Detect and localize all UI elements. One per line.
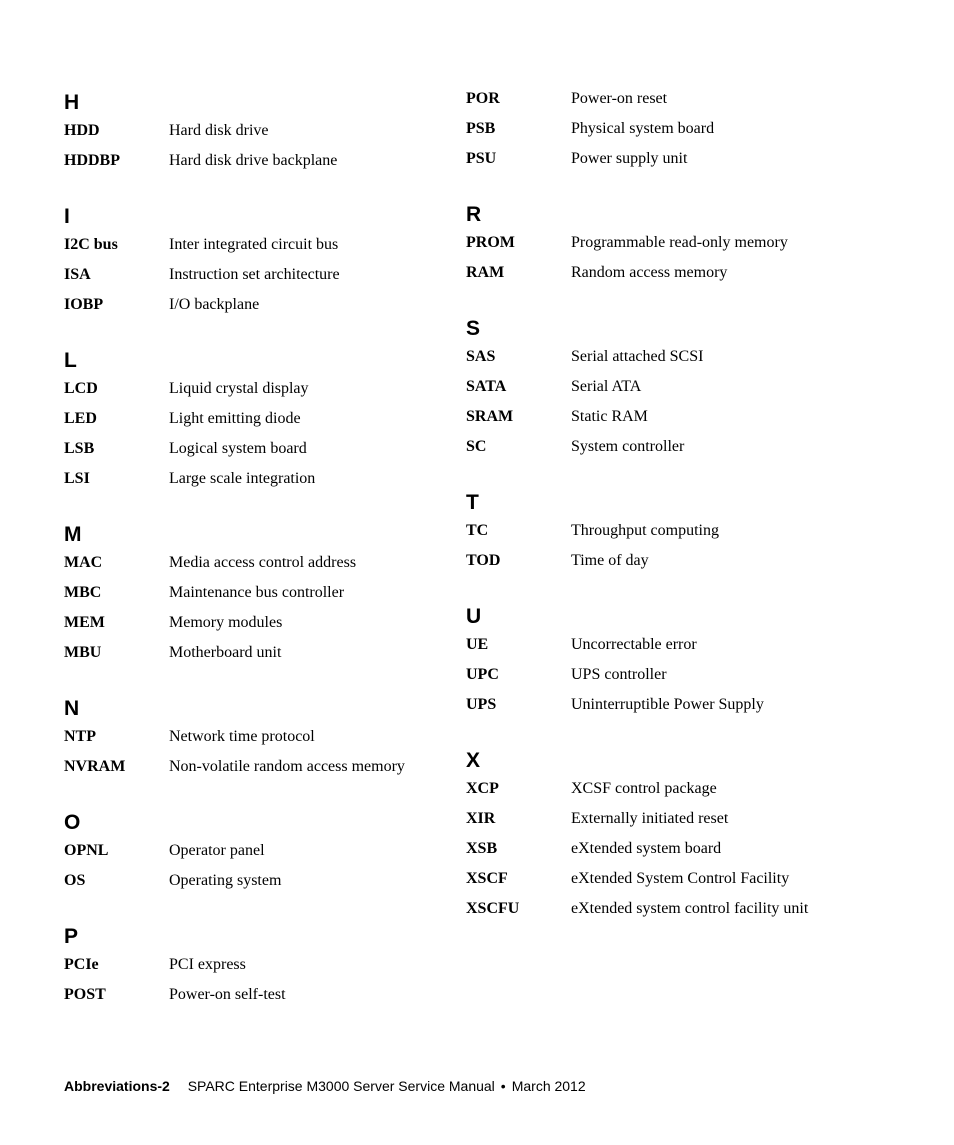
left-column [64,84,444,1032]
abbreviation-definition: Hard disk drive [169,122,269,139]
entry-list [466,630,836,720]
glossary-entry [64,752,444,782]
abbreviation-term: OPNL [64,842,109,859]
entry-list [64,722,444,782]
glossary-entry [64,230,444,260]
section-letter-heading: P [64,925,79,948]
abbreviation-definition: eXtended system board [571,840,722,857]
glossary-entry [466,774,836,804]
abbreviation-term: I2C bus [64,236,118,253]
letter-section [64,918,444,1010]
abbreviation-term: OS [64,872,86,889]
abbreviation-term: POR [466,90,500,107]
entry-list [64,950,444,1010]
glossary-entry [64,578,444,608]
glossary-entry [466,804,836,834]
letter-section [64,516,444,668]
abbreviation-term: MBC [64,584,102,601]
letter-section [64,804,444,896]
section-letter-heading: R [466,203,482,226]
glossary-entry [466,144,836,174]
section-letter-heading: X [466,749,481,772]
footer-bullet: • [500,1078,506,1094]
entry-list [466,342,836,462]
entry-list [64,548,444,668]
abbreviation-term: PCIe [64,956,99,973]
glossary-entry [466,630,836,660]
section-letter-heading: T [466,491,479,514]
glossary-entry [64,548,444,578]
glossary-entry [64,434,444,464]
abbreviation-definition: Throughput computing [571,522,719,539]
abbreviation-definition: Large scale integration [169,470,316,487]
abbreviation-definition: Uninterruptible Power Supply [571,696,764,713]
letter-section [466,742,836,924]
abbreviation-term: XSB [466,840,498,857]
abbreviation-term: NTP [64,728,96,745]
abbreviation-definition: Operator panel [169,842,265,859]
abbreviation-definition: Inter integrated circuit bus [169,236,339,253]
abbreviation-term: MBU [64,644,102,661]
glossary-entry [64,836,444,866]
letter-section [466,310,836,462]
glossary-entry [64,638,444,668]
section-letter-heading: S [466,317,481,340]
abbreviation-term: LSB [64,440,95,457]
abbreviation-definition: Memory modules [169,614,283,631]
glossary-entry [466,402,836,432]
letter-section [466,196,836,288]
letter-section [466,484,836,576]
glossary-entry [64,404,444,434]
abbreviation-term: ISA [64,266,91,283]
footer-page-label: Abbreviations-2 [64,1078,170,1094]
abbreviation-term: SC [466,438,487,455]
abbreviation-definition: Network time protocol [169,728,315,745]
abbreviation-definition: Power supply unit [571,150,688,167]
letter-section [64,84,444,176]
abbreviation-term: MEM [64,614,105,631]
abbreviation-term: UPS [466,696,497,713]
abbreviation-term: UPC [466,666,499,683]
abbreviation-term: TC [466,522,489,539]
letter-section [64,690,444,782]
section-letter-heading: O [64,811,81,834]
glossary-entry [466,372,836,402]
abbreviation-definition: Programmable read-only memory [571,234,788,251]
glossary-entry [466,516,836,546]
abbreviation-definition: I/O backplane [169,296,260,313]
abbreviation-definition: System controller [571,438,685,455]
continued-entry-list [466,84,836,174]
glossary-entry [64,464,444,494]
abbreviation-term: IOBP [64,296,104,313]
section-letter-heading: I [64,205,70,228]
glossary-entry [466,894,836,924]
abbreviation-term: XSCFU [466,900,520,917]
glossary-entry [466,432,836,462]
section-letter-heading: N [64,697,80,720]
entry-list [466,774,836,924]
section-letter-heading: U [466,605,482,628]
abbreviation-term: SRAM [466,408,514,425]
abbreviation-definition: eXtended system control facility unit [571,900,809,917]
abbreviation-term: XCP [466,780,499,797]
abbreviation-term: HDDBP [64,152,120,169]
glossary-entry [64,374,444,404]
abbreviation-definition: Operating system [169,872,282,889]
footer-manual-title: SPARC Enterprise M3000 Server Service Manual [187,1078,495,1094]
abbreviation-term: XIR [466,810,496,827]
abbreviation-term: TOD [466,552,501,569]
abbreviation-definition: Motherboard unit [169,644,282,661]
glossary-entry [64,290,444,320]
glossary-entry [64,146,444,176]
abbreviation-definition: Externally initiated reset [571,810,729,827]
abbreviation-definition: Uncorrectable error [571,636,697,653]
page-footer [64,1078,586,1094]
section-letter-heading: L [64,349,77,372]
entry-list [64,836,444,896]
glossary-entry [466,84,836,114]
abbreviation-definition: Instruction set architecture [169,266,340,283]
abbreviation-definition: PCI express [169,956,246,973]
abbreviation-term: UE [466,636,489,653]
abbreviation-definition: XCSF control package [571,780,717,797]
footer-date: March 2012 [511,1078,586,1094]
glossary-entry [64,116,444,146]
entry-list [466,516,836,576]
entry-list [64,230,444,320]
right-column [466,84,836,946]
abbreviation-term: LCD [64,380,98,397]
abbreviation-definition: Serial attached SCSI [571,348,704,365]
abbreviation-term: SAS [466,348,496,365]
abbreviation-definition: Light emitting diode [169,410,301,427]
glossary-entry [466,342,836,372]
glossary-entry [466,660,836,690]
letter-section [64,342,444,494]
abbreviation-definition: Time of day [571,552,649,569]
abbreviation-definition: Physical system board [571,120,715,137]
abbreviation-term: POST [64,986,106,1003]
entry-list [64,116,444,176]
abbreviation-definition: Static RAM [571,408,648,425]
entry-list [466,228,836,288]
abbreviation-definition: Hard disk drive backplane [169,152,338,169]
glossary-entry [64,608,444,638]
abbreviation-term: PSB [466,120,496,137]
abbreviation-definition: Serial ATA [571,378,642,395]
abbreviation-definition: Logical system board [169,440,307,457]
abbreviation-term: PROM [466,234,515,251]
glossary-entry [64,260,444,290]
abbreviation-definition: Random access memory [571,264,728,281]
abbreviation-term: LSI [64,470,90,487]
abbreviation-definition: Non-volatile random access memory [169,758,405,775]
abbreviation-definition: UPS controller [571,666,667,683]
section-letter-heading: H [64,91,80,114]
glossary-entry [64,980,444,1010]
abbreviation-definition: Maintenance bus controller [169,584,345,601]
abbreviation-term: SATA [466,378,507,395]
entry-list [64,374,444,494]
glossary-entry [466,258,836,288]
abbreviation-term: HDD [64,122,100,139]
glossary-entry [466,114,836,144]
letter-section [64,198,444,320]
glossary-entry [466,834,836,864]
glossary-entry [466,690,836,720]
abbreviation-term: LED [64,410,97,427]
abbreviation-term: RAM [466,264,505,281]
abbreviation-term: NVRAM [64,758,126,775]
glossary-entry [64,950,444,980]
abbreviation-term: XSCF [466,870,508,887]
glossary-entry [64,866,444,896]
abbreviation-definition: Media access control address [169,554,357,571]
abbreviation-definition: Power-on reset [571,90,668,107]
section-letter-heading: M [64,523,82,546]
abbreviation-definition: eXtended System Control Facility [571,870,790,887]
abbreviation-definition: Power-on self-test [169,986,286,1003]
letter-section [466,598,836,720]
abbreviation-term: MAC [64,554,103,571]
glossary-entry [466,228,836,258]
glossary-entry [466,546,836,576]
abbreviation-term: PSU [466,150,497,167]
abbreviation-definition: Liquid crystal display [169,380,309,397]
glossary-entry [466,864,836,894]
glossary-entry [64,722,444,752]
